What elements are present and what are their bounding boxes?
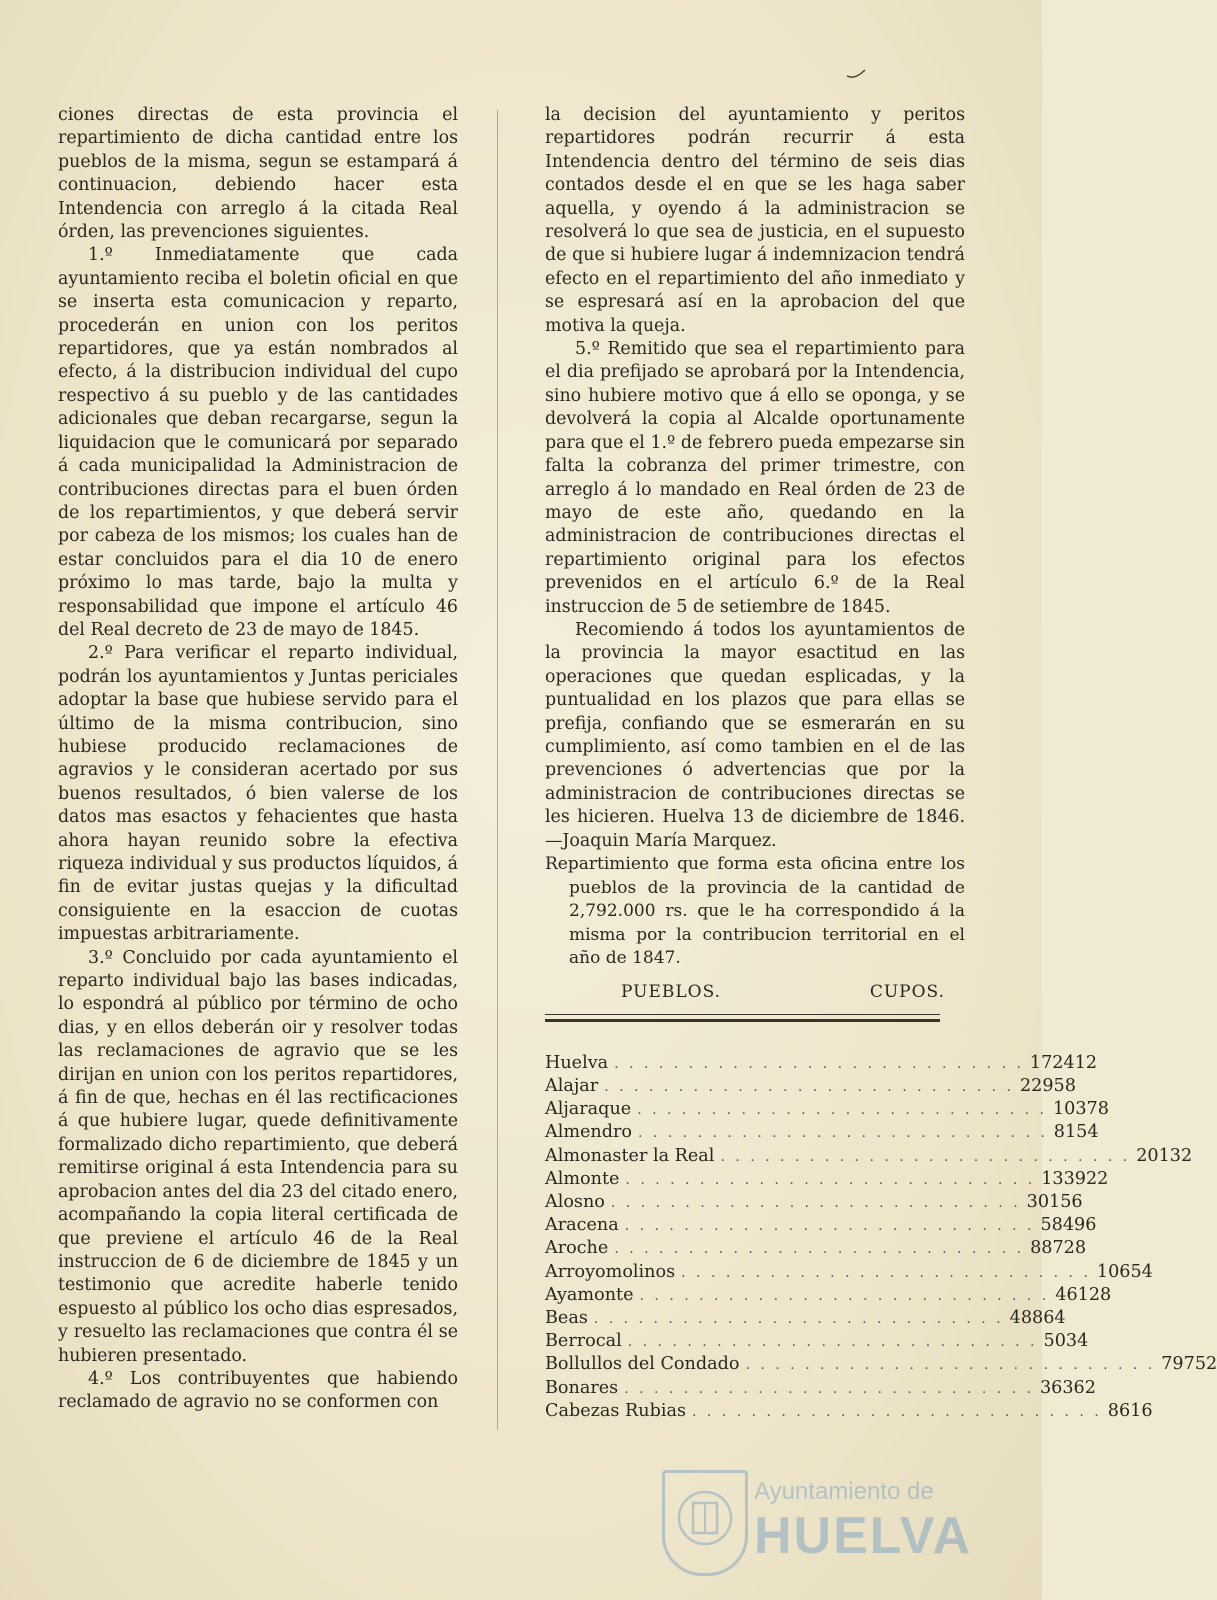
town-name: Berrocal xyxy=(545,1331,622,1352)
coat-of-arms-icon xyxy=(662,1470,748,1576)
quota-value: 8154 xyxy=(1053,1122,1099,1143)
town-name: Bonares xyxy=(545,1377,619,1398)
paragraph-item-5: 5.º Remitido que sea el repartimiento para el dia prefijado se aprobará por la Intendencia, sino hubiere motivo que á ello se oponga, y se devolverá la copia al Alcalde oportunamente para que el 1.º de febrero pueda empezarse sin falta la cobranza del primer trimestre, con arreglo á lo mandado en Real órden de 23 de mayo de este año, quedando en la administracion de contribuciones directas el repartimiento original para los efectos prevenidos en el artículo 6.º de la Real instruccion de 5 de setiembre de 1845. xyxy=(545,339,965,617)
quota-value: 10654 xyxy=(1096,1261,1153,1282)
town-name: Aljaraque xyxy=(545,1099,632,1120)
double-rule xyxy=(545,1014,940,1022)
dot-leader: . . . . . . . . . . . . . . . . . . . . . . . . . . . . xyxy=(604,1079,1014,1096)
quota-value: 88728 xyxy=(1030,1238,1087,1259)
paragraph-item-4: 4.º Los contribuyentes que habiendo reclamado de agravio no se conformen con xyxy=(58,1368,458,1413)
town-name: Beas xyxy=(545,1307,588,1328)
table-row xyxy=(545,1377,1096,1400)
watermark-line-1: Ayuntamiento de xyxy=(754,1478,934,1505)
table-row xyxy=(545,1214,1097,1237)
dot-leader: . . . . . . . . . . . . . . . . . . . . . . . . . . . . xyxy=(692,1403,1102,1420)
quota-value: 10378 xyxy=(1052,1099,1109,1120)
table-header xyxy=(545,981,965,1004)
town-name: Bollullos del Condado xyxy=(545,1354,740,1375)
quota-value: 48864 xyxy=(1009,1307,1066,1328)
quota-table xyxy=(545,1052,1217,1423)
town-name: Arroyomolinos xyxy=(545,1261,676,1282)
dot-leader: . . . . . . . . . . . . . . . . . . . . . . . . . . . . xyxy=(614,1241,1025,1258)
paragraph-item-2: 2.º Para verificar el reparto individual, podrán los ayuntamientos y Juntas periciales adoptar la base que hubiese servido para el último de la misma contribucion, sino hubiese producido reclamaciones de agravios y le consideran acertado por sus buenos resultados, ó bien valerse de los datos mas esactos y fehacientes que hasta ahora hayan reunido sobre la efectiva riqueza individual y sus productos líquidos, á fin de evitar justas quejas y la dificultad consiguiente en la esaccion de cuotas impuestas arbitrariamente. xyxy=(58,643,458,945)
quota-value: 36362 xyxy=(1039,1377,1096,1398)
dot-leader: . . . . . . . . . . . . . . . . . . . . . . . . . . . . xyxy=(637,1102,1047,1119)
dot-leader: . . . . . . . . . . . . . . . . . . . . . . . . . . . . xyxy=(625,1171,1036,1188)
quota-value: 8616 xyxy=(1107,1400,1153,1421)
dot-leader: . . . . . . . . . . . . . . . . . . . . . . . . . . . . xyxy=(610,1195,1021,1212)
header-towns: PUEBLOS. xyxy=(621,981,722,1002)
quota-value: 46128 xyxy=(1055,1284,1112,1305)
paragraph-intro: ciones directas de esta provincia el repartimiento de dicha cantidad entre los pueblos de la misma, segun se estampará á continuacion, debiendo hacer esta Intendencia con arreglo á la citada Real órden, las prevenciones siguientes. xyxy=(58,105,458,243)
town-name: Almonaster la Real xyxy=(545,1145,715,1166)
table-row xyxy=(545,1191,1083,1214)
table-row xyxy=(545,1145,1193,1168)
dot-leader: . . . . . . . . . . . . . . . . . . . . . . . . . . . . xyxy=(614,1055,1024,1072)
paragraph-item-1: 1.º Inmediatamente que cada ayuntamiento reciba el boletin oficial en que se inserta esta comunicacion y reparto, procederán en union con los peritos repartidores, que ya están nombrados al efecto, á la distribucion individual del cupo respectivo á su pueblo y de las cantidades adicionales que deban recargarse, segun la liquidacion que le comunicará por separado á cada municipalidad la Administracion de contribuciones directas para el buen órden de los repartimientos, y que deberá servir por cabeza de los mismos; los cuales han de estar concluidos para el dia 10 de enero próximo lo mas tarde, bajo la multa y responsabilidad que impone el artículo 46 del Real decreto de 23 de mayo de 1845. xyxy=(58,245,458,640)
town-name: Aracena xyxy=(545,1215,619,1236)
quota-value: 172412 xyxy=(1029,1052,1098,1073)
paragraph-continuation: la decision del ayuntamiento y peritos repartidores podrán recurrir á esta Intendencia dentro del término de seis dias contados desde el en que se les haga saber aquella, y oyendo á la administracion se resolverá lo que sea de justicia, en el supuesto de que si hubiere lugar á indemnizacion tendrá efecto en el repartimiento del año inmediato y se espresará así en la aprobacion del que motiva la queja. xyxy=(545,105,965,336)
right-text-column xyxy=(545,104,1217,1423)
table-row xyxy=(545,1400,1153,1423)
dot-leader: . . . . . . . . . . . . . . . . . . . . . . . . . . . . xyxy=(681,1264,1091,1281)
town-name: Almonte xyxy=(545,1168,620,1189)
paragraph-item-3: 3.º Concluido por cada ayuntamiento el reparto individual bajo las bases indicadas, lo espondrá al público por término de ocho dias, y en ellos deberán oir y resolver todas las reclamaciones de agravio que se les dirijan en union con los peritos repartidores, á fin de que, hechas en él las rectificaciones á que hubiere lugar, quede definitivamente formalizado dicho repartimiento, que deberá remitirse original á esta Intendencia para su aprobacion antes del dia 23 del citado enero, acompañando la copia literal certificada de que previene el artículo 46 de la Real instruccion de 6 de diciembre de 1845 y un testimonio que acredite haberle tenido espuesto al público los ocho dias espresados, y resuelto las reclamaciones que contra él se hubieren presentado. xyxy=(58,947,458,1366)
table-row xyxy=(545,1098,1109,1121)
table-row xyxy=(545,1237,1087,1260)
table-row xyxy=(545,1330,1089,1353)
table-row xyxy=(545,1261,1153,1284)
table-row xyxy=(545,1284,1112,1307)
dot-leader: . . . . . . . . . . . . . . . . . . . . . . . . . . . . xyxy=(745,1357,1156,1374)
dot-leader: . . . . . . . . . . . . . . . . . . . . . . . . . . . . xyxy=(593,1310,1004,1327)
table-row xyxy=(545,1307,1066,1330)
table-caption: Repartimiento que forma esta oficina entre los pueblos de la provincia de la cantidad de 2,792.000 rs. que le ha correspondido á la misma por la contribucion territorial en el año de 1847. xyxy=(545,854,965,968)
quota-value: 30156 xyxy=(1026,1192,1083,1213)
dot-leader: . . . . . . . . . . . . . . . . . . . . . . . . . . . . xyxy=(638,1125,1048,1142)
town-name: Ayamonte xyxy=(545,1284,634,1305)
table-row xyxy=(545,1075,1076,1098)
quota-value: 5034 xyxy=(1043,1331,1089,1352)
dot-leader: . . . . . . . . . . . . . . . . . . . . . . . . . . . . xyxy=(720,1148,1131,1165)
table-row xyxy=(545,1353,1217,1376)
table-row xyxy=(545,1168,1109,1191)
town-name: Cabezas Rubias xyxy=(545,1400,686,1421)
quota-value: 58496 xyxy=(1040,1215,1097,1236)
quota-value: 133922 xyxy=(1041,1168,1109,1189)
quota-value: 79752 xyxy=(1161,1354,1217,1375)
town-name: Alajar xyxy=(545,1076,599,1097)
quota-value: 22958 xyxy=(1019,1076,1076,1097)
quota-value: 20132 xyxy=(1136,1145,1193,1166)
dot-leader: . . . . . . . . . . . . . . . . . . . . . . . . . . . . xyxy=(639,1287,1050,1304)
paragraph-closing: Recomiendo á todos los ayuntamientos de la provincia la mayor esactitud en las operaciones que quedan esplicadas, y la puntualidad en los plazos que para ellas se prefija, confiando que se esmerarán en su cumplimiento, así como tambien en el de las prevenciones ó advertencias que por la administracion de contribuciones directas se les hicieren. Huelva 13 de diciembre de 1846.—Joaquin María Marquez. xyxy=(545,619,965,851)
table-row xyxy=(545,1121,1099,1144)
header-quotas: CUPOS. xyxy=(869,981,945,1002)
town-name: Aroche xyxy=(545,1238,609,1259)
left-text-column xyxy=(58,104,458,1415)
ink-mark xyxy=(845,68,867,82)
watermark xyxy=(662,1470,973,1590)
dot-leader: . . . . . . . . . . . . . . . . . . . . . . . . . . . . xyxy=(627,1334,1038,1351)
town-name: Huelva xyxy=(545,1052,609,1073)
table-row xyxy=(545,1052,1098,1075)
column-divider xyxy=(497,110,498,1430)
watermark-line-2: HUELVA xyxy=(754,1507,973,1565)
town-name: Alosno xyxy=(545,1192,605,1213)
dot-leader: . . . . . . . . . . . . . . . . . . . . . . . . . . . . xyxy=(624,1218,1035,1235)
town-name: Almendro xyxy=(545,1122,633,1143)
dot-leader: . . . . . . . . . . . . . . . . . . . . . . . . . . . . xyxy=(624,1380,1034,1397)
